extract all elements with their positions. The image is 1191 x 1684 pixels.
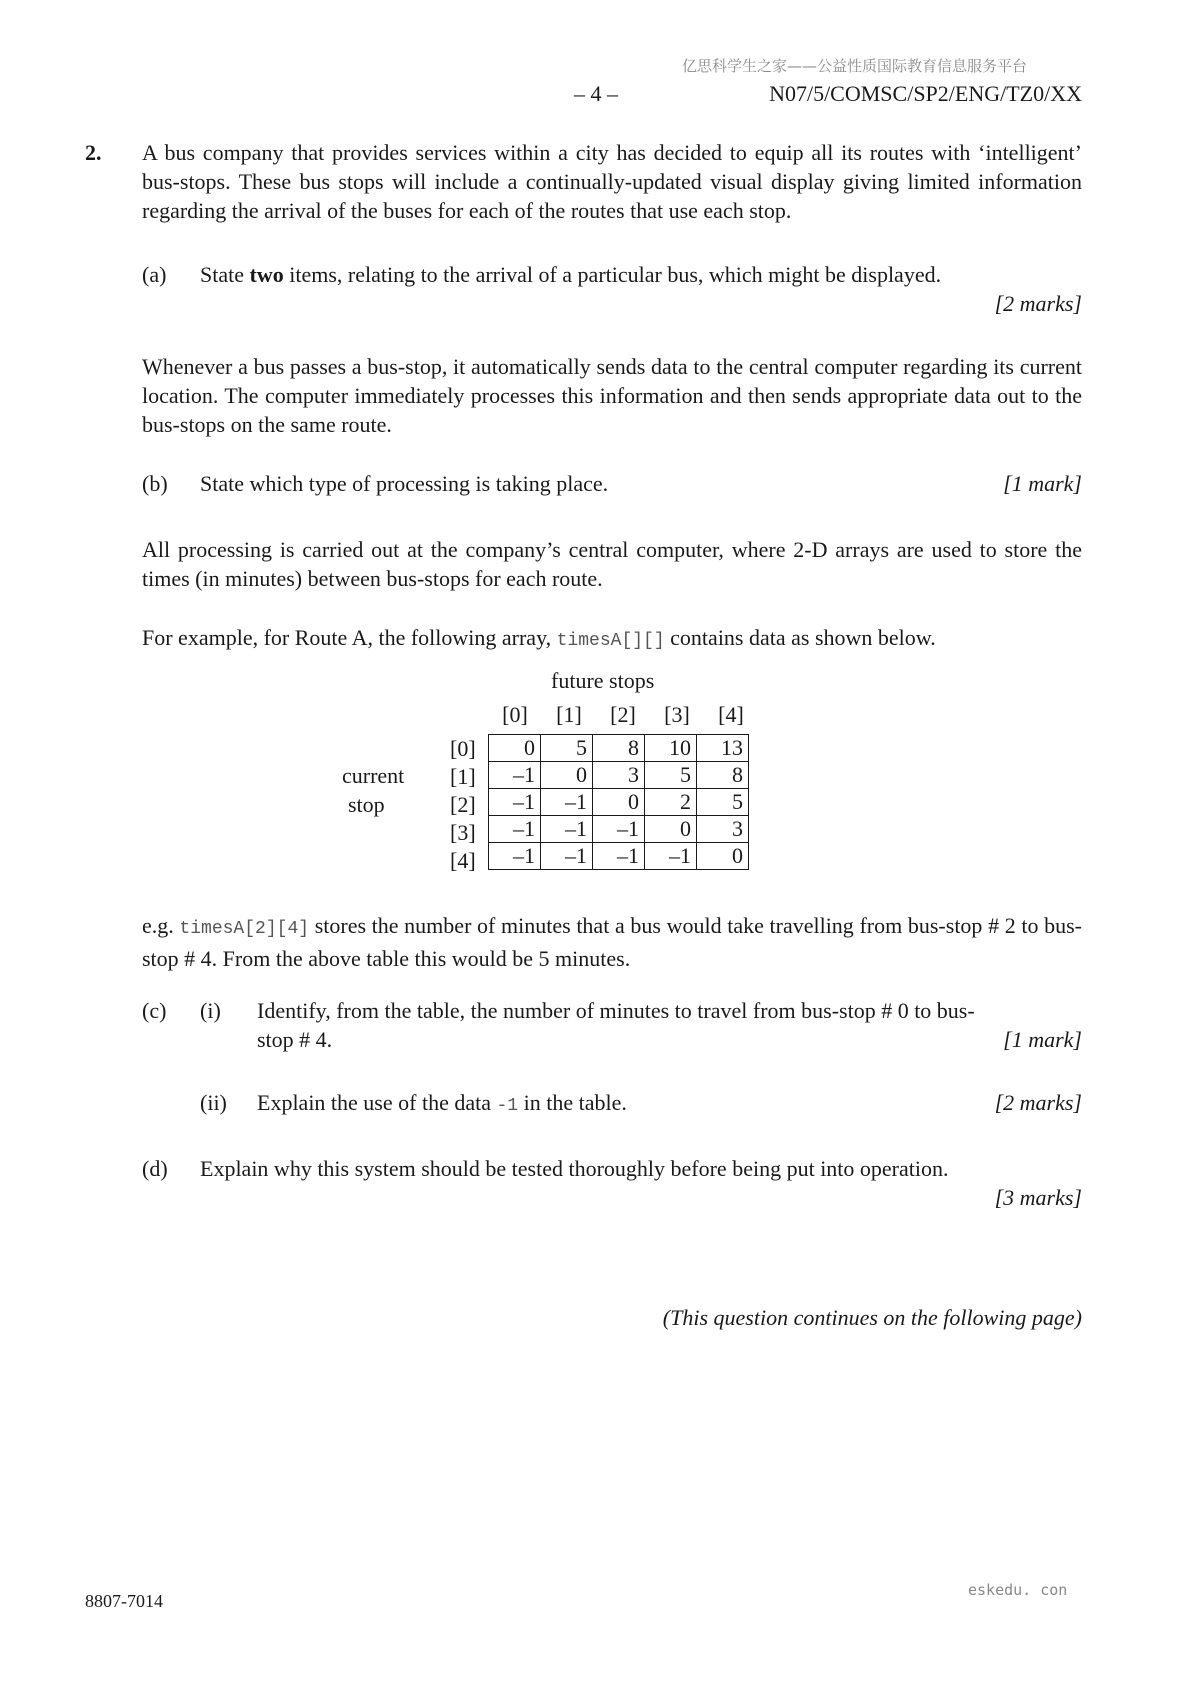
table-cell: 5 <box>697 789 749 816</box>
table-cell: 0 <box>593 789 645 816</box>
question-intro: A bus company that provides services within a city has decided to equip all its routes with ‘intelligent’ bus-stops. These bus stops will include a continually-updated visual display giving limited information regarding the arrival of the buses for each of the routes that use each stop. <box>142 140 1082 223</box>
table-cell: 0 <box>645 816 697 843</box>
part-c-label: (c) <box>142 998 167 1023</box>
footer-code: 8807-7014 <box>85 1591 163 1611</box>
table-cell: –1 <box>489 789 541 816</box>
table-cell: 10 <box>645 735 697 762</box>
table-cell: –1 <box>645 843 697 870</box>
paragraph-3: All processing is carried out at the company’s central computer, where 2-D arrays are used to store the times (in minutes) between bus-stops for each route. <box>142 537 1082 591</box>
paragraph-5-before: e.g. <box>142 913 180 938</box>
table-cell: 2 <box>645 789 697 816</box>
part-c-i-label: (i) <box>200 998 221 1023</box>
col-header-0: [0] <box>502 702 528 727</box>
question-number-suffix: . <box>96 140 102 165</box>
document-code: N07/5/COMSC/SP2/ENG/TZ0/XX <box>769 81 1082 106</box>
table-cell: –1 <box>489 762 541 789</box>
array-name-code: timesA[][] <box>556 631 665 651</box>
paragraph-4 <box>142 623 936 656</box>
paragraph-4-after: contains data as shown below. <box>664 625 936 650</box>
table-cell: 0 <box>489 735 541 762</box>
part-c-ii-before: Explain the use of the data <box>257 1090 497 1115</box>
part-c-i-marks: [1 mark] <box>1003 1027 1082 1052</box>
part-b-marks: [1 mark] <box>1003 471 1082 496</box>
table-cell: 0 <box>541 762 593 789</box>
table-cell: 13 <box>697 735 749 762</box>
header-watermark: 亿思科学生之家——公益性质国际教育信息服务平台 <box>682 57 1028 75</box>
row-header-4: [4] <box>450 848 476 873</box>
row-header-3: [3] <box>450 820 476 845</box>
table-cell: 3 <box>697 816 749 843</box>
minus-one-code: -1 <box>496 1096 519 1116</box>
part-d-text: Explain why this system should be tested thoroughly before being put into operation. <box>200 1156 949 1181</box>
table-side-label-current: current <box>342 763 405 788</box>
table-row <box>489 735 749 762</box>
col-header-4: [4] <box>718 702 744 727</box>
paragraph-4-before: For example, for Route A, the following array, <box>142 625 557 650</box>
table-cell: 0 <box>697 843 749 870</box>
times-table <box>488 734 749 870</box>
array-element-code: timesA[2][4] <box>179 919 310 939</box>
part-c-ii-after: in the table. <box>518 1090 627 1115</box>
paragraph-5 <box>142 911 1082 973</box>
table-cell: 8 <box>593 735 645 762</box>
part-c-i-text: Identify, from the table, the number of minutes to travel from bus-stop # 0 to bus-stop # 4. <box>257 998 975 1052</box>
part-a-text-before: State <box>200 262 250 287</box>
table-cell: –1 <box>593 816 645 843</box>
part-a-text-after: items, relating to the arrival of a particular bus, which might be displayed. <box>283 262 942 287</box>
part-d-marks: [3 marks] <box>994 1185 1082 1210</box>
paragraph-2: Whenever a bus passes a bus-stop, it automatically sends data to the central computer regarding its current location. The computer immediately processes this information and then sends appropriate data out to the bus-stops on the same route. <box>142 354 1082 437</box>
part-a-marks: [2 marks] <box>994 291 1082 316</box>
continues-note: (This question continues on the following page) <box>662 1305 1082 1330</box>
footer-watermark: eskedu. con <box>968 1581 1068 1599</box>
row-header-0: [0] <box>450 736 476 761</box>
part-a-label: (a) <box>142 262 167 287</box>
table-cell: –1 <box>541 843 593 870</box>
table-cell: 8 <box>697 762 749 789</box>
part-c-ii-label: (ii) <box>200 1090 227 1115</box>
table-row <box>489 843 749 870</box>
part-a-text <box>200 260 970 289</box>
part-b-label: (b) <box>142 471 168 496</box>
table-cell: 5 <box>541 735 593 762</box>
table-cell: –1 <box>541 816 593 843</box>
part-a-bold: two <box>249 262 284 287</box>
row-header-1: [1] <box>450 764 476 789</box>
table-row <box>489 816 749 843</box>
table-row <box>489 762 749 789</box>
part-c-ii-marks: [2 marks] <box>994 1090 1082 1115</box>
table-title: future stops <box>551 668 655 693</box>
part-b-text: State which type of processing is taking place. <box>200 471 609 496</box>
row-header-2: [2] <box>450 792 476 817</box>
table-cell: 5 <box>645 762 697 789</box>
col-header-3: [3] <box>664 702 690 727</box>
col-header-2: [2] <box>610 702 636 727</box>
table-cell: –1 <box>541 789 593 816</box>
part-c-ii-text <box>257 1088 627 1121</box>
table-cell: –1 <box>593 843 645 870</box>
table-row <box>489 789 749 816</box>
table-side-label-stop: stop <box>348 792 385 817</box>
col-header-1: [1] <box>556 702 582 727</box>
paragraph-5-after: stores the number of minutes that a bus would take travelling from bus-stop # 2 to bus-stop # 4. From the above table this would be 5 minutes. <box>142 913 1083 971</box>
table-cell: –1 <box>489 843 541 870</box>
table-cell: 3 <box>593 762 645 789</box>
table-cell: –1 <box>489 816 541 843</box>
part-d-label: (d) <box>142 1156 168 1181</box>
question-number-digit: 2 <box>85 140 96 165</box>
page-number: – 4 – <box>574 81 618 106</box>
question-number <box>85 138 102 167</box>
